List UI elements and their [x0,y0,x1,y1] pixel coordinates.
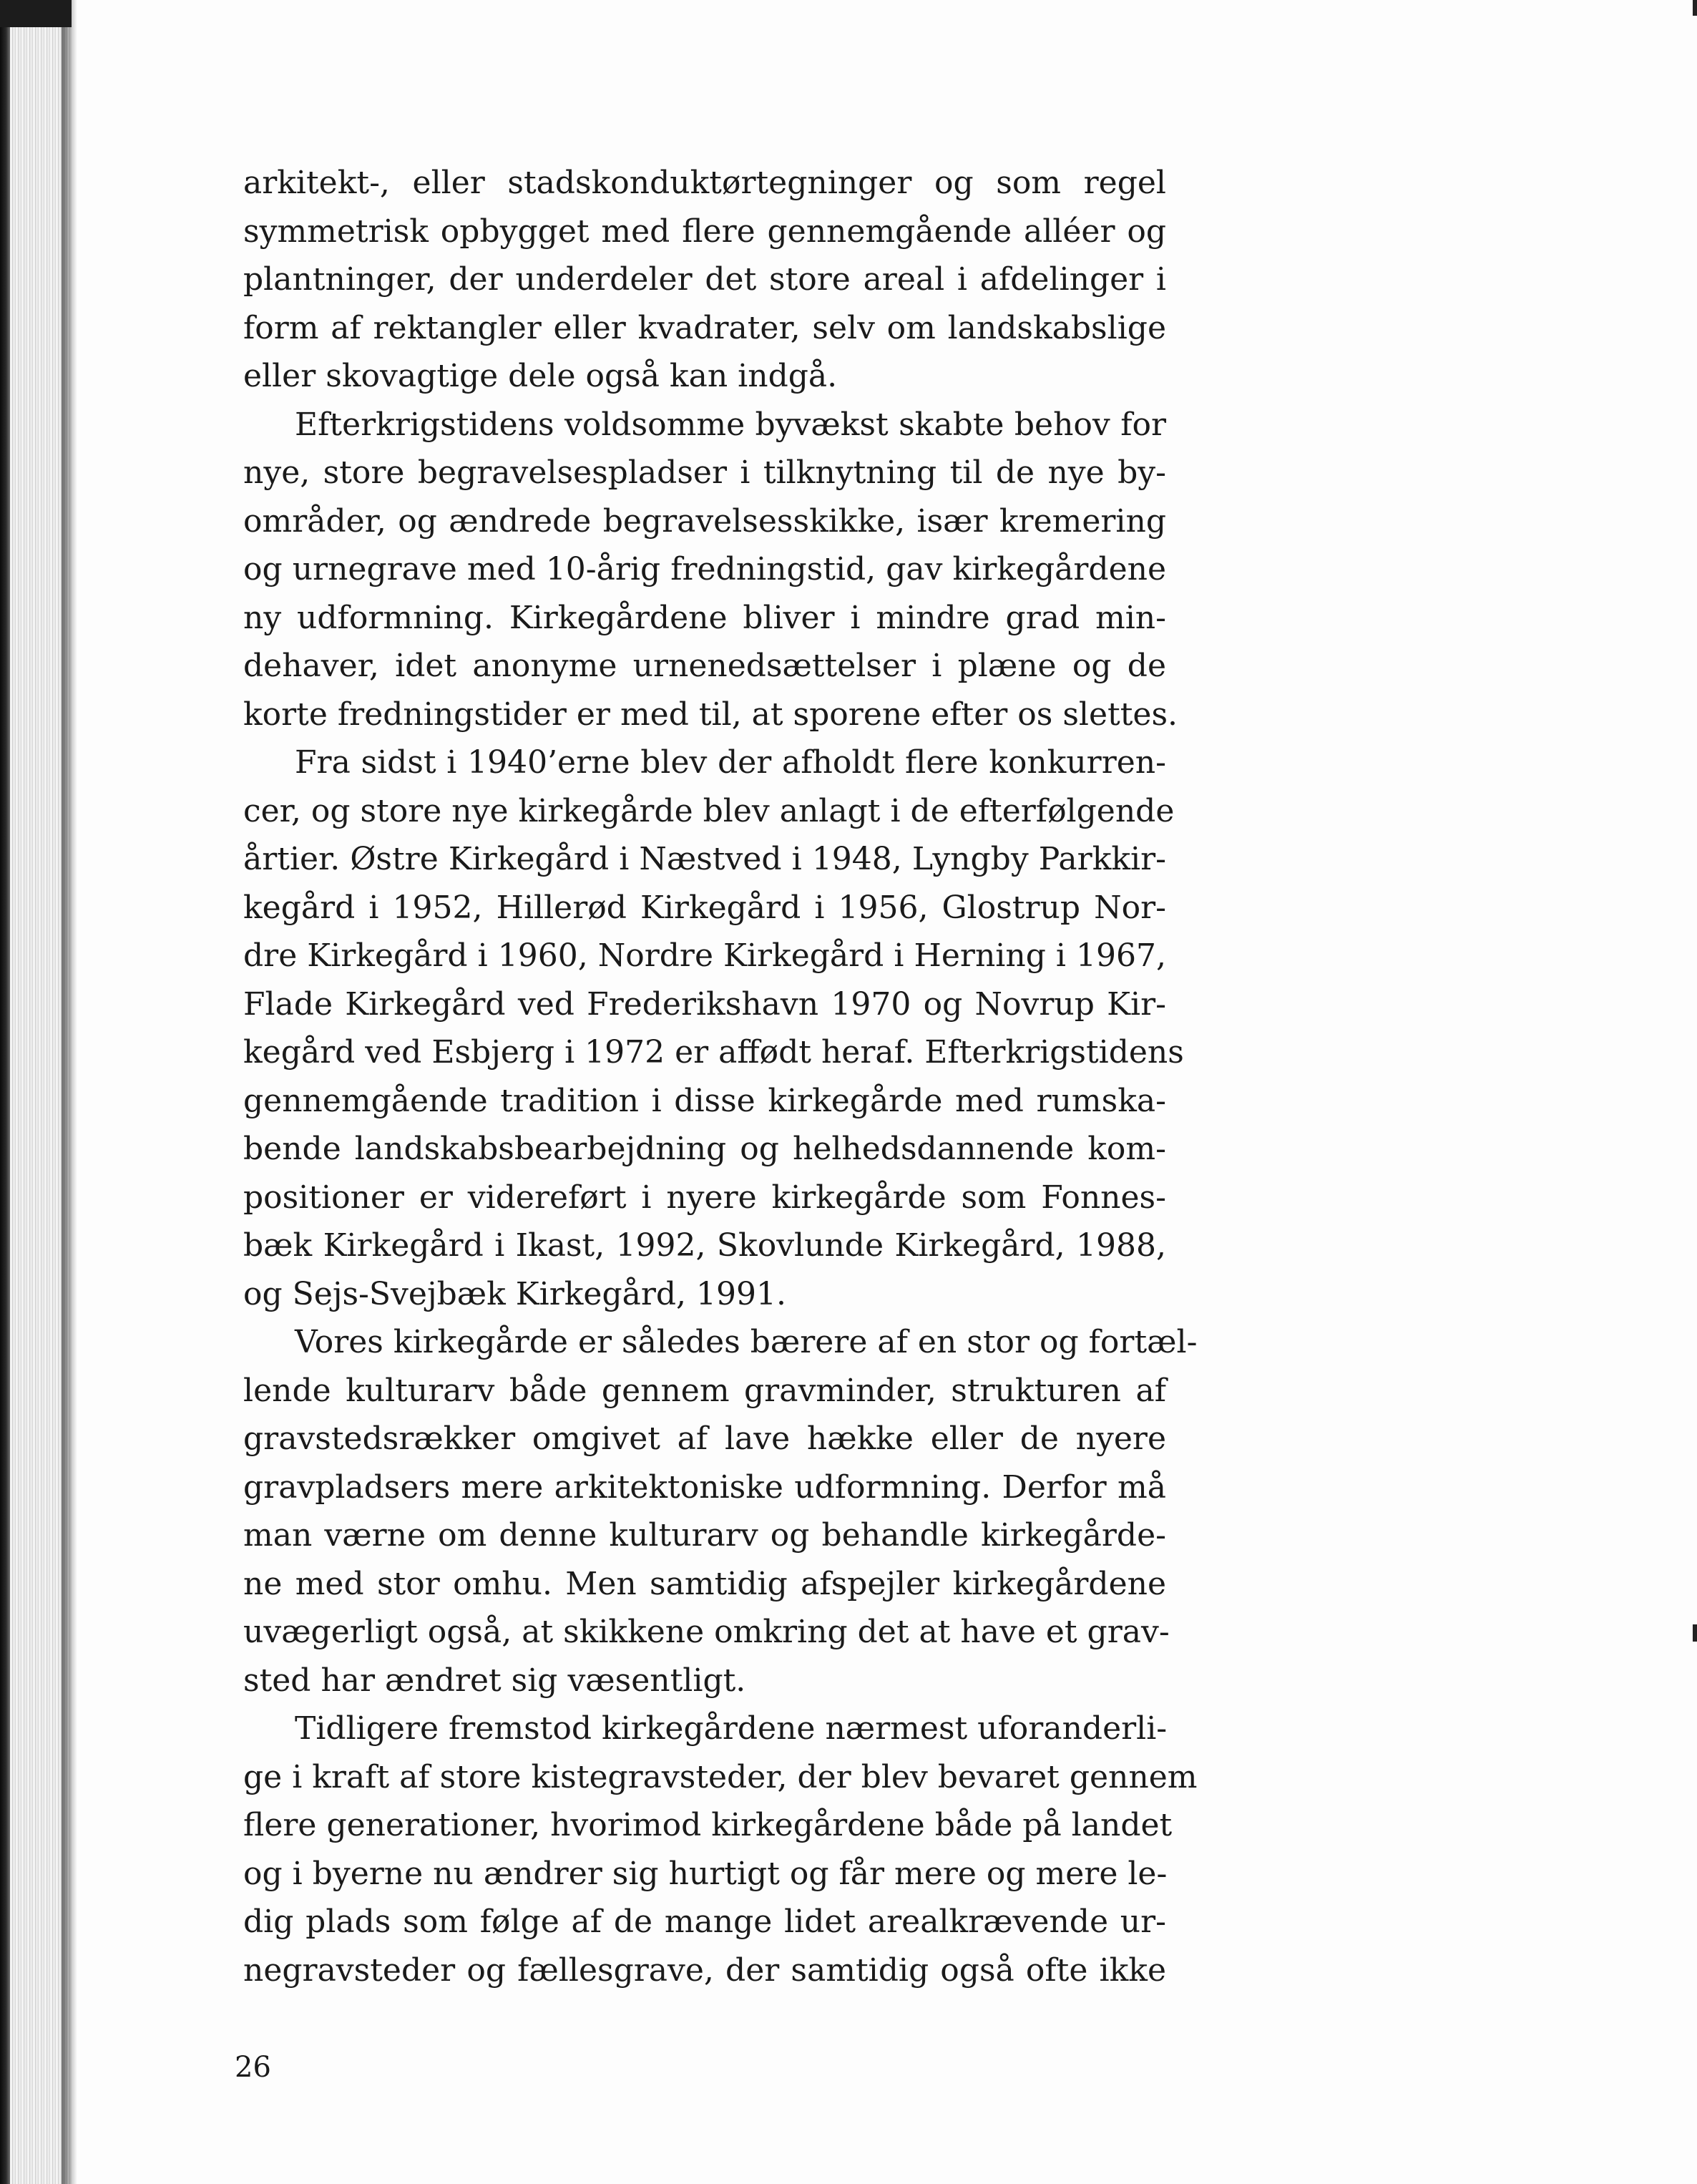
text-line: bende landskabsbearbejdning og helhedsdannende kom- [243,1131,1166,1167]
text-line: ge i kraft af store kistegravsteder, der blev bevaret gennem [243,1758,1198,1795]
text-line: uvægerligt også, at skikkene omkring det at have et grav- [243,1614,1170,1650]
text-line: Efterkrigstidens voldsomme byvækst skabte behov for [295,406,1166,443]
text-line: og urnegrave med 10-årig fredningstid, gav kirkegårdene [243,551,1166,588]
edge-mark [1693,1624,1697,1642]
text-line: korte fredningstider er med til, at sporene efter os slettes. [243,696,1178,733]
text-line: dig plads som følge af de mange lidet arealkrævende ur- [243,1903,1166,1940]
text-line: og i byerne nu ændrer sig hurtigt og får mere og mere le- [243,1855,1168,1892]
text-line: dehaver, idet anonyme urnenedsættelser i plæne og de [243,648,1166,684]
text-line: positioner er videreført i nyere kirkegårde som Fonnes- [243,1179,1166,1216]
text-line: arkitekt-, eller stadskonduktørtegninger og som regel [243,165,1166,201]
text-line: nye, store begravelsespladser i tilknytning til de nye by- [243,454,1166,491]
text-line: kegård ved Esbjerg i 1972 er affødt heraf. Efterkrigstidens [243,1034,1184,1071]
text-line: plantninger, der underdeler det store areal i afdelinger i [243,261,1166,298]
page-number: 26 [235,2051,271,2084]
paragraph-3 [243,738,1184,1318]
text-line: og Sejs-Svejbæk Kirkegård, 1991. [243,1275,786,1312]
paragraph-1 [243,159,1166,401]
text-line: Flade Kirkegård ved Frederikshavn 1970 og Novrup Kir- [243,985,1166,1023]
text-line: Vores kirkegårde er således bærere af en stor og fortæl- [295,1324,1198,1360]
paragraph-4 [243,1318,1198,1705]
spine-top-shadow [0,0,72,27]
text-line: områder, og ændrede begravelsesskikke, især kremering [243,502,1166,540]
text-line: flere generationer, hvorimod kirkegårdene både på landet [243,1807,1173,1843]
text-line: årtier. Østre Kirkegård i Næstved i 1948, Lyngby Parkkir- [243,841,1166,877]
body-text [243,159,1198,1994]
text-line: gennemgående tradition i disse kirkegårde med rumska- [243,1082,1166,1119]
text-line: bæk Kirkegård i Ikast, 1992, Skovlunde Kirkegård, 1988, [243,1227,1166,1264]
text-line: dre Kirkegård i 1960, Nordre Kirkegård i Herning i 1967, [243,937,1166,974]
text-line: negravsteder og fællesgrave, der samtidig også ofte ikke [243,1951,1166,1989]
text-line: kegård i 1952, Hillerød Kirkegård i 1956, Glostrup Nor- [243,889,1166,926]
text-line: ne med stor omhu. Men samtidig afspejler kirkegårdene [243,1565,1166,1602]
edge-mark [1693,0,1697,16]
text-line: eller skovagtige dele også kan indgå. [243,358,838,394]
text-line: Fra sidst i 1940’erne blev der afholdt flere konkurren- [295,744,1166,781]
text-line: sted har ændret sig væsentligt. [243,1662,746,1699]
text-line: Tidligere fremstod kirkegårdene nærmest uforanderli- [295,1710,1168,1747]
text-line: gravpladsers mere arkitektoniske udformning. Derfor må [243,1468,1166,1506]
text-line: lende kulturarv både gennem gravminder, strukturen af [243,1372,1166,1409]
text-line: form af rektangler eller kvadrater, selv om landskabslige [243,309,1166,346]
paragraph-5 [243,1705,1198,1994]
book-spine [0,0,10,2184]
text-line: symmetrisk opbygget med flere gennemgående alléer og [243,213,1166,250]
text-line: ny udformning. Kirkegårdene bliver i mindre grad min- [243,599,1166,636]
paragraph-2 [243,401,1178,739]
gutter-shadow [62,0,77,2184]
text-line: gravstedsrækker omgivet af lave hække eller de nyere [243,1420,1166,1457]
text-line: man værne om denne kulturarv og behandle kirkegårde- [243,1517,1166,1554]
text-line: cer, og store nye kirkegårde blev anlagt i de efterfølgende [243,792,1175,829]
